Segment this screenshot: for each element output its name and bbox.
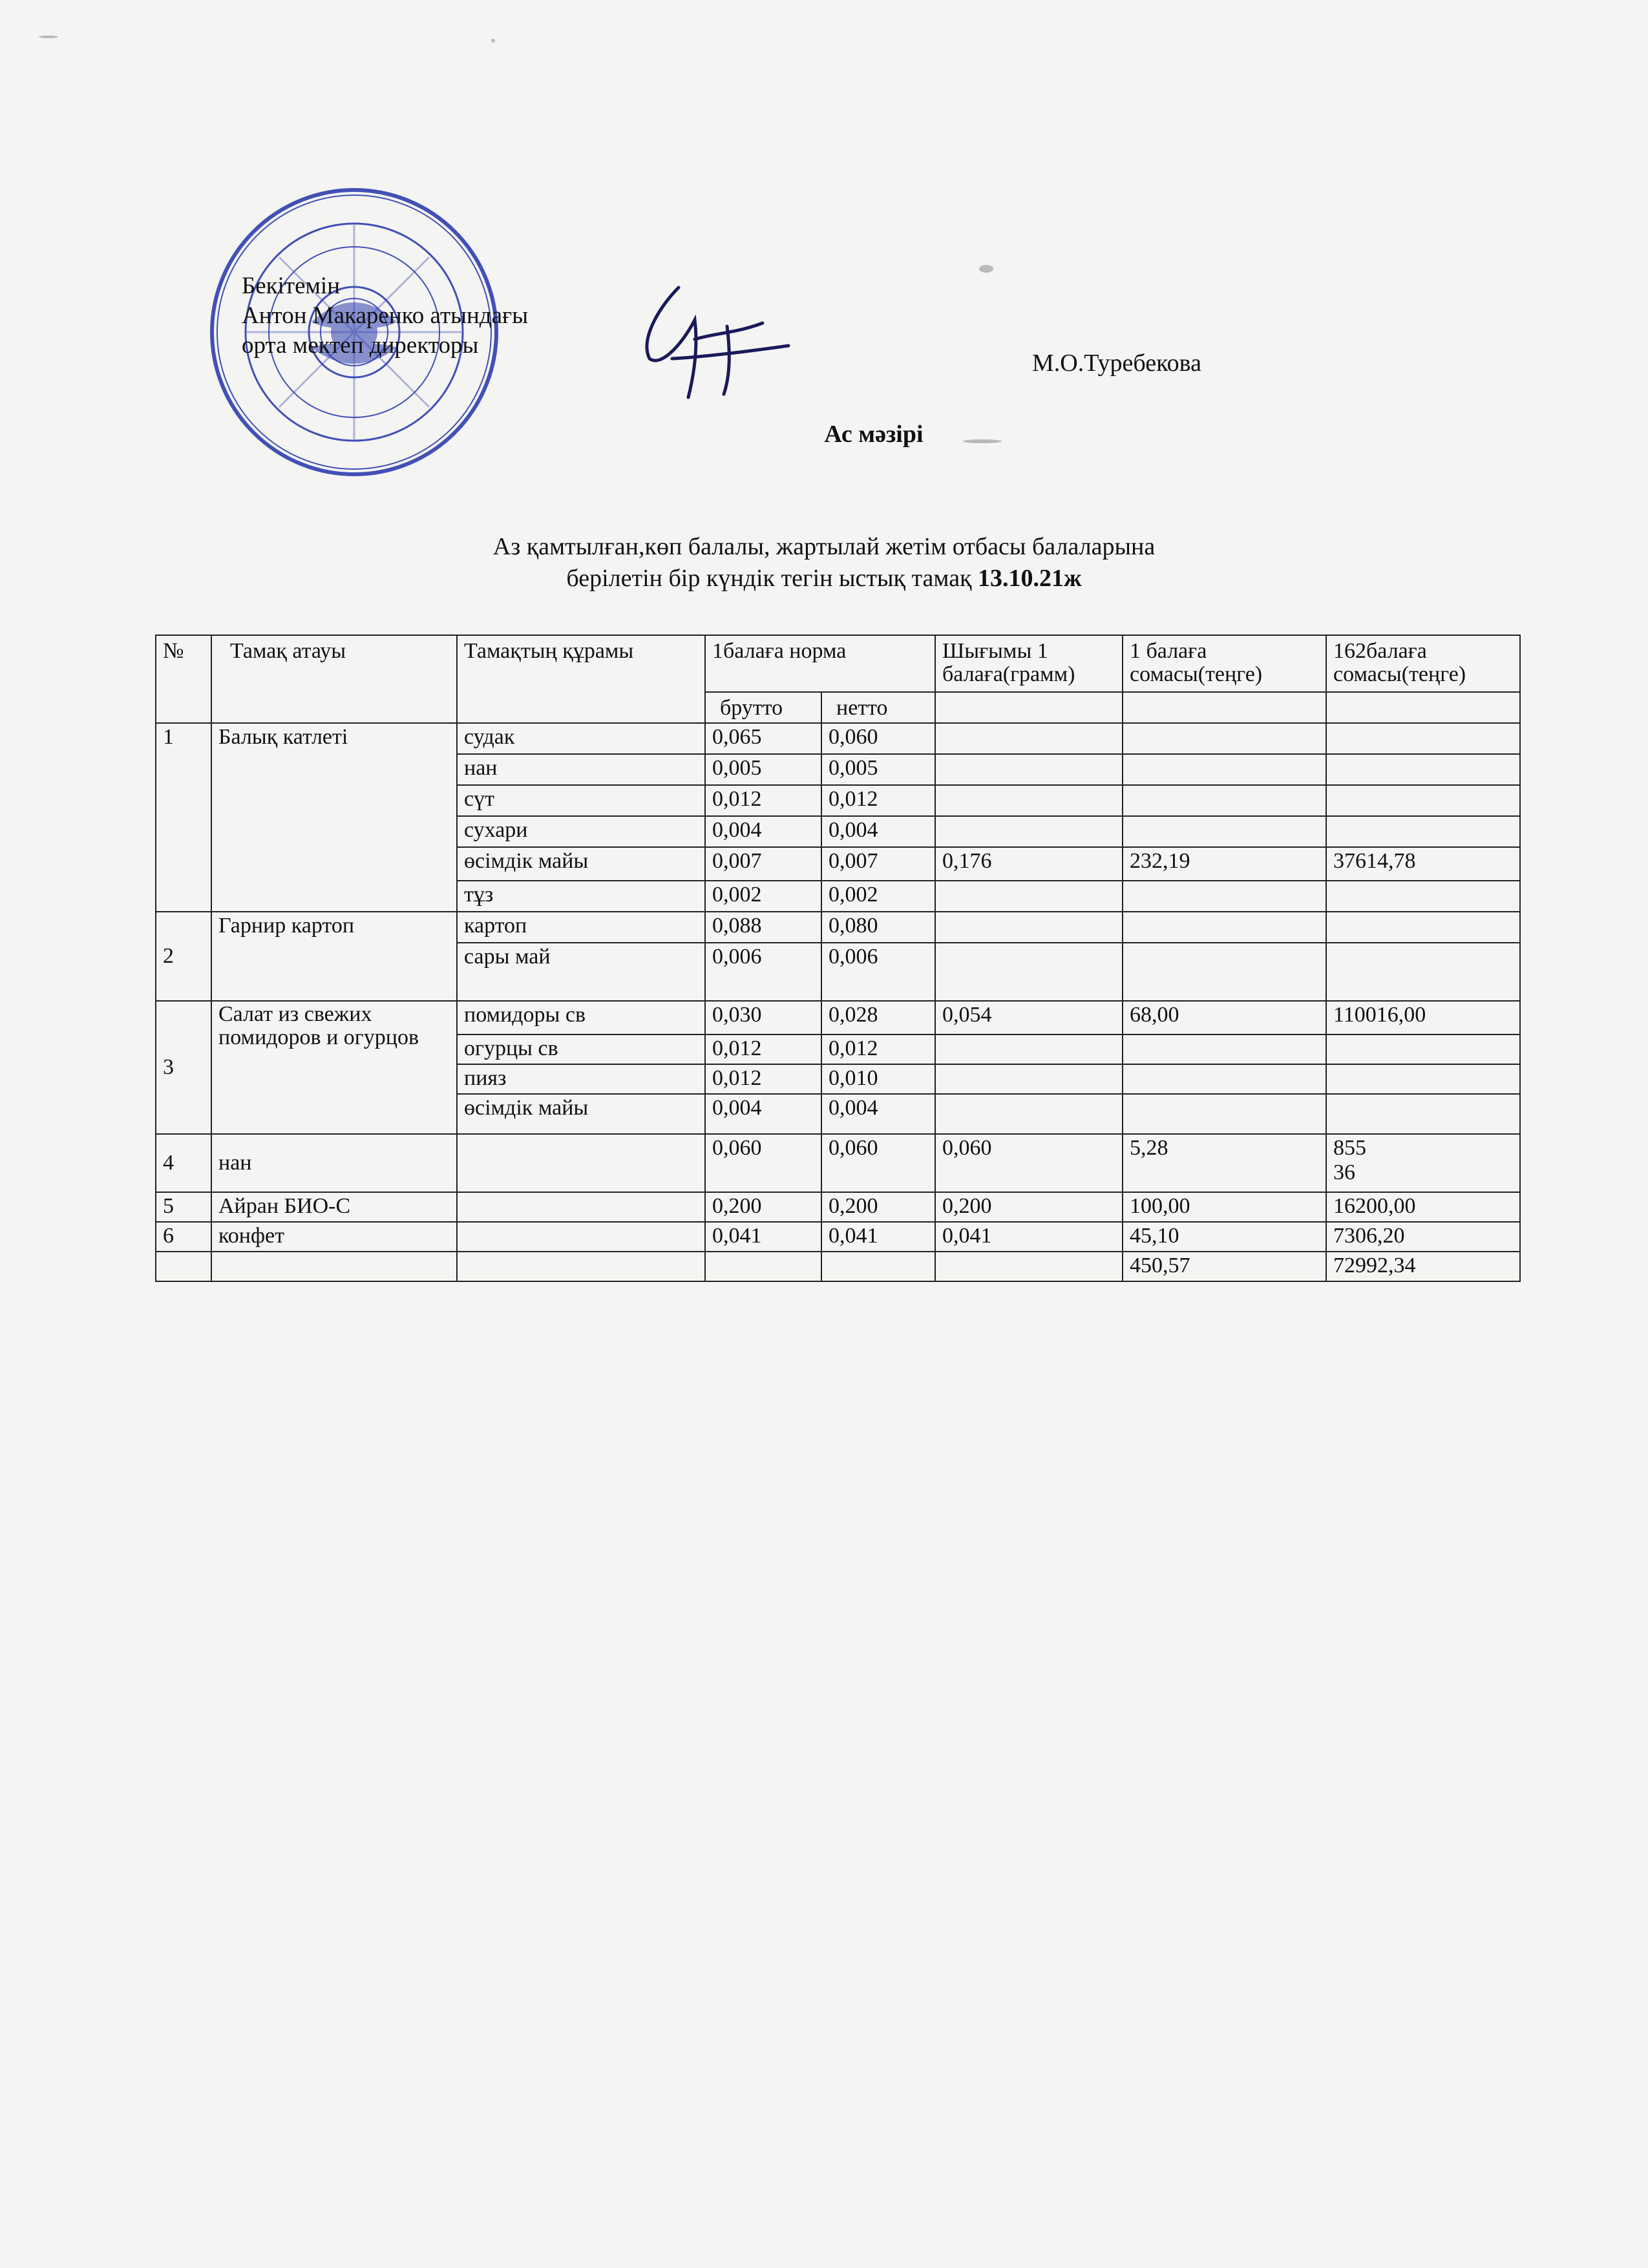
subtitle-line-2 <box>0 563 1648 594</box>
cell-usage <box>935 943 1123 1001</box>
cell-dish-name: нан <box>211 1134 457 1192</box>
cell-ingredient: сүт <box>457 785 705 816</box>
cell-netto: 0,080 <box>821 912 935 943</box>
cell-ingredient <box>457 1192 705 1222</box>
cell-sum-162 <box>1326 943 1520 1001</box>
cell-sum-one <box>1123 912 1326 943</box>
cell-brutto: 0,200 <box>705 1192 821 1222</box>
table-row <box>156 1001 1520 1034</box>
cell-usage <box>935 881 1123 912</box>
cell-sum-162 <box>1326 785 1520 816</box>
cell-brutto: 0,088 <box>705 912 821 943</box>
subtitle-line-2-text: берілетін бір күндік тегін ыстық тамақ <box>566 565 978 592</box>
cell-ingredient: сары май <box>457 943 705 1001</box>
cell-brutto: 0,065 <box>705 723 821 754</box>
header-sum-one: 1 балаға сомасы(теңге) <box>1123 635 1326 692</box>
approval-line-1: Бекітемін <box>242 273 341 299</box>
document-title <box>0 420 1648 448</box>
cell-usage <box>935 754 1123 785</box>
cell-sum-162 <box>1326 723 1520 754</box>
cell-sum-one <box>1123 1094 1326 1134</box>
cell-number: 6 <box>156 1222 211 1252</box>
header-sum-162: 162балаға сомасы(теңге) <box>1326 635 1520 692</box>
cell-sum-162 <box>1326 1094 1520 1134</box>
header-number: № <box>156 635 211 723</box>
cell-number: 5 <box>156 1192 211 1222</box>
cell-netto: 0,004 <box>821 1094 935 1134</box>
scan-speck <box>491 39 495 43</box>
cell-netto: 0,012 <box>821 1034 935 1064</box>
total-sum-162: 72992,34 <box>1326 1252 1520 1281</box>
cell-sum-162 <box>1326 1034 1520 1064</box>
cell-brutto: 0,004 <box>705 816 821 847</box>
cell-ingredient <box>457 1222 705 1252</box>
cell-netto: 0,010 <box>821 1064 935 1094</box>
cell-number: 4 <box>156 1134 211 1192</box>
cell-sum-one: 68,00 <box>1123 1001 1326 1034</box>
cell-number: 3 <box>156 1001 211 1134</box>
cell-sum-one <box>1123 723 1326 754</box>
cell-brutto: 0,005 <box>705 754 821 785</box>
scan-speck <box>39 36 58 38</box>
header-norm: 1балаға норма <box>705 635 935 692</box>
menu-table <box>155 635 1521 1282</box>
header-composition: Тамақтың құрамы <box>457 635 705 723</box>
cell-sum-one: 5,28 <box>1123 1134 1326 1192</box>
cell-sum-162-line2: 36 <box>1333 1160 1355 1184</box>
cell-brutto: 0,006 <box>705 943 821 1001</box>
total-sum-one: 450,57 <box>1123 1252 1326 1281</box>
cell-sum-one: 45,10 <box>1123 1222 1326 1252</box>
cell-usage <box>935 1034 1123 1064</box>
table-total-row <box>156 1252 1520 1281</box>
cell-netto: 0,012 <box>821 785 935 816</box>
cell-brutto: 0,007 <box>705 847 821 881</box>
cell-sum-one <box>1123 1064 1326 1094</box>
cell-sum-162 <box>1326 754 1520 785</box>
cell-brutto: 0,002 <box>705 881 821 912</box>
scan-speck <box>963 439 1002 443</box>
cell-netto: 0,007 <box>821 847 935 881</box>
table-row <box>156 912 1520 943</box>
header-brutto: брутто <box>705 692 821 723</box>
cell-brutto: 0,012 <box>705 1034 821 1064</box>
cell-sum-one: 100,00 <box>1123 1192 1326 1222</box>
table-row <box>156 1134 1520 1192</box>
cell-netto: 0,006 <box>821 943 935 1001</box>
cell-brutto: 0,041 <box>705 1222 821 1252</box>
subtitle-line-1: Аз қамтылған,көп балалы, жартылай жетім отбасы балаларына <box>492 533 1156 560</box>
cell-ingredient: пияз <box>457 1064 705 1094</box>
cell-netto: 0,005 <box>821 754 935 785</box>
cell-netto: 0,004 <box>821 816 935 847</box>
cell-usage: 0,060 <box>935 1134 1123 1192</box>
cell-usage <box>935 1064 1123 1094</box>
table-row <box>156 1192 1520 1222</box>
cell-dish-name: Балық катлеті <box>211 723 457 912</box>
approval-line-3: орта мектеп директоры <box>242 332 479 359</box>
cell-ingredient: өсімдік майы <box>457 847 705 881</box>
cell-dish-name: конфет <box>211 1222 457 1252</box>
table-header-row <box>156 635 1520 692</box>
cell-netto: 0,041 <box>821 1222 935 1252</box>
table-row <box>156 1222 1520 1252</box>
cell-usage <box>935 785 1123 816</box>
scan-speck <box>979 265 993 273</box>
cell-sum-162 <box>1326 1064 1520 1094</box>
cell-usage: 0,041 <box>935 1222 1123 1252</box>
cell-ingredient: өсімдік майы <box>457 1094 705 1134</box>
cell-usage <box>935 1094 1123 1134</box>
cell-sum-162: 7306,20 <box>1326 1222 1520 1252</box>
cell-usage <box>935 816 1123 847</box>
document-subtitle <box>0 531 1648 594</box>
cell-number: 2 <box>156 912 211 1001</box>
cell-ingredient: судак <box>457 723 705 754</box>
cell-netto: 0,028 <box>821 1001 935 1034</box>
cell-brutto: 0,060 <box>705 1134 821 1192</box>
cell-dish-name: Салат из свежих помидоров и огурцов <box>211 1001 457 1134</box>
cell-netto: 0,200 <box>821 1192 935 1222</box>
cell-usage <box>935 723 1123 754</box>
header-dish-name: Тамақ атауы <box>211 635 457 723</box>
cell-brutto: 0,004 <box>705 1094 821 1134</box>
approval-block <box>242 271 528 361</box>
cell-sum-162: 37614,78 <box>1326 847 1520 881</box>
header-usage: Шығымы 1 балаға(грамм) <box>935 635 1123 692</box>
cell-sum-162 <box>1326 912 1520 943</box>
cell-usage: 0,176 <box>935 847 1123 881</box>
cell-ingredient <box>457 1134 705 1192</box>
director-name: М.О.Туребекова <box>1032 350 1201 377</box>
cell-sum-one <box>1123 754 1326 785</box>
cell-netto: 0,060 <box>821 1134 935 1192</box>
cell-ingredient: нан <box>457 754 705 785</box>
document-title-text: Ас мәзірі <box>824 421 924 448</box>
cell-usage: 0,054 <box>935 1001 1123 1034</box>
cell-ingredient: сухари <box>457 816 705 847</box>
cell-usage <box>935 912 1123 943</box>
cell-ingredient: картоп <box>457 912 705 943</box>
cell-sum-162 <box>1326 881 1520 912</box>
cell-ingredient: тұз <box>457 881 705 912</box>
subtitle-date: 13.10.21ж <box>978 565 1082 592</box>
director-signature <box>633 262 795 417</box>
cell-netto: 0,060 <box>821 723 935 754</box>
cell-brutto: 0,012 <box>705 1064 821 1094</box>
cell-sum-162 <box>1326 1134 1520 1192</box>
cell-sum-one <box>1123 943 1326 1001</box>
cell-sum-162-line1: 855 <box>1333 1136 1366 1160</box>
cell-brutto: 0,012 <box>705 785 821 816</box>
approval-line-2: Антон Макаренко атындағы <box>242 302 529 329</box>
cell-sum-one <box>1123 1034 1326 1064</box>
cell-netto: 0,002 <box>821 881 935 912</box>
cell-sum-one: 232,19 <box>1123 847 1326 881</box>
cell-sum-162: 110016,00 <box>1326 1001 1520 1034</box>
table-row <box>156 723 1520 754</box>
cell-ingredient: огурцы св <box>457 1034 705 1064</box>
cell-dish-name: Гарнир картоп <box>211 912 457 1001</box>
cell-sum-162: 16200,00 <box>1326 1192 1520 1222</box>
cell-sum-one <box>1123 816 1326 847</box>
cell-ingredient: помидоры св <box>457 1001 705 1034</box>
cell-sum-one <box>1123 881 1326 912</box>
header-netto: нетто <box>821 692 935 723</box>
cell-dish-name: Айран БИО-С <box>211 1192 457 1222</box>
cell-usage: 0,200 <box>935 1192 1123 1222</box>
cell-sum-162 <box>1326 816 1520 847</box>
cell-sum-one <box>1123 785 1326 816</box>
cell-brutto: 0,030 <box>705 1001 821 1034</box>
cell-number: 1 <box>156 723 211 912</box>
